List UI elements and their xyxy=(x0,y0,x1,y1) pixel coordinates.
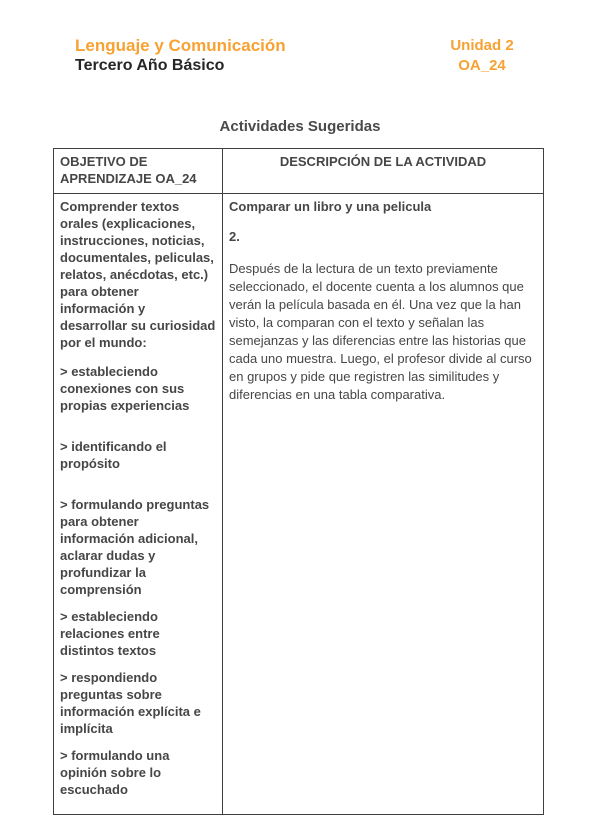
objective-column-header: OBJETIVO DE APRENDIZAJE OA_24 xyxy=(54,149,223,194)
page-title: Actividades Sugeridas xyxy=(219,118,381,135)
activity-table xyxy=(53,148,544,815)
document-header xyxy=(75,36,542,76)
table-body-row xyxy=(54,194,544,815)
header-right-block xyxy=(422,36,542,76)
objective-cell xyxy=(54,194,223,815)
subject-title: Lenguaje y Comunicación xyxy=(75,36,286,55)
activity-number: 2. xyxy=(229,229,240,244)
objective-bullet: > formulando preguntas para obtener información adicional, aclarar dudas y profundizar la comprensión xyxy=(60,497,210,597)
document-page xyxy=(0,36,600,836)
objective-bullet: > respondiendo preguntas sobre información explícita e implícita xyxy=(60,670,201,736)
objective-bullet: > formulando una opinión sobre lo escuchado xyxy=(60,748,170,797)
activity-title: Comparar un libro y una pelicula xyxy=(229,199,432,214)
activity-body: Después de la lectura de un texto previamente seleccionado, el docente cuenta a los alumnos que verán la película basada en él. Una vez que la han visto, la comparan con el texto y señalan las semejanzas y las diferencias entre las historias que cada uno muestra. Luego, el profesor divide al curso en grupos y pide que registren las similitudes y diferencias en una tabla comparativa. xyxy=(229,261,532,402)
objective-bullet: > identificando el propósito xyxy=(60,439,167,471)
objective-bullet: > estableciendo relaciones entre distintos textos xyxy=(60,609,160,658)
table-header-row xyxy=(54,149,544,194)
description-column-header: DESCRIPCIÓN DE LA ACTIVIDAD xyxy=(223,149,544,194)
header-left-block xyxy=(75,36,286,76)
activity-description-cell xyxy=(223,194,544,815)
oa-label: OA_24 xyxy=(458,57,506,74)
objective-intro: Comprender textos orales (explicaciones, instrucciones, noticias, documentales, peliculas, relatos, anécdotas, etc.) para obtener información y desarrollar su curiosidad por el mundo: xyxy=(60,199,216,350)
unit-label: Unidad 2 xyxy=(450,37,514,54)
grade-title: Tercero Año Básico xyxy=(75,57,225,74)
objective-bullet: > estableciendo conexiones con sus propias experiencias xyxy=(60,364,190,413)
